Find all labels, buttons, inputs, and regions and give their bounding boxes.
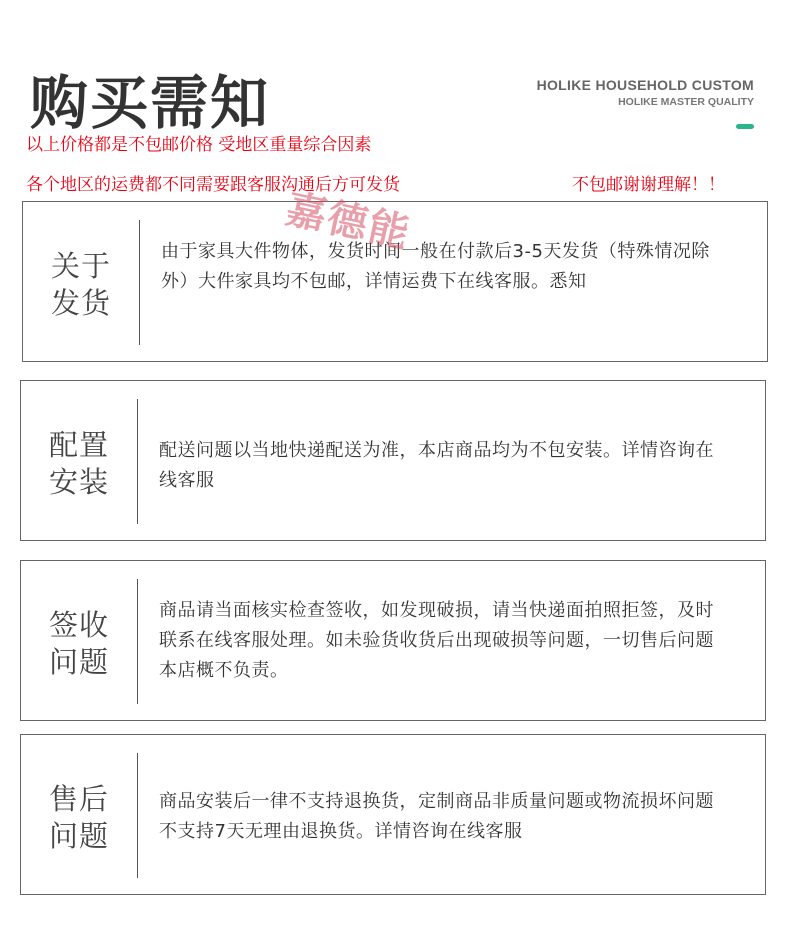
section-title-line: 配置 <box>49 428 110 462</box>
section-title-line: 安装 <box>49 465 110 499</box>
accent-bar <box>736 124 754 129</box>
page-title: 购买需知 <box>30 69 271 137</box>
section-divider <box>137 399 138 524</box>
brand-tagline-1: HOLIKE HOUSEHOLD CUSTOM <box>536 77 754 93</box>
section-installation <box>20 380 766 541</box>
section-divider <box>137 579 138 704</box>
section-signing <box>20 560 766 721</box>
section-divider <box>137 753 138 878</box>
section-body: 由于家具大件物体，发货时间一般在付款后3-5天发货（特殊情况除外）大件家具均不包邮，详情运费下在线客服。悉知 <box>161 241 710 292</box>
section-after-sales <box>20 734 766 895</box>
brand-tagline-2: HOLIKE MASTER QUALITY <box>618 96 754 108</box>
section-body: 商品安装后一律不支持退换货，定制商品非质量问题或物流损坏问题不支持7天无理由退换货。详情咨询在线客服 <box>159 791 714 842</box>
section-title-line: 问题 <box>49 819 110 853</box>
section-title <box>51 248 115 322</box>
section-title-line: 问题 <box>49 645 110 679</box>
section-shipping <box>22 201 768 362</box>
no-free-shipping-notice: 不包邮谢谢理解！！ <box>572 175 725 195</box>
section-title <box>49 427 113 501</box>
section-title-line: 发货 <box>51 286 112 320</box>
watermark: 嘉德能 <box>281 186 415 258</box>
section-title-line: 签收 <box>49 608 110 642</box>
section-title-line: 关于 <box>51 249 112 283</box>
section-divider <box>139 220 140 345</box>
shipping-contact-notice: 各个地区的运费都不同需要跟客服沟通后方可发货 <box>26 175 400 195</box>
section-body: 配送问题以当地快递配送为准，本店商品均为不包安装。详情咨询在线客服 <box>159 440 714 491</box>
section-title <box>49 781 113 855</box>
section-body: 商品请当面核实检查签收，如发现破损，请当快递面拍照拒签，及时联系在线客服处理。如未验货收货后出现破损等问题，一切售后问题本店概不负责。 <box>159 600 714 681</box>
section-title-line: 售后 <box>49 782 110 816</box>
section-title <box>49 607 113 681</box>
shipping-price-notice: 以上价格都是不包邮价格 受地区重量综合因素 <box>26 135 372 155</box>
